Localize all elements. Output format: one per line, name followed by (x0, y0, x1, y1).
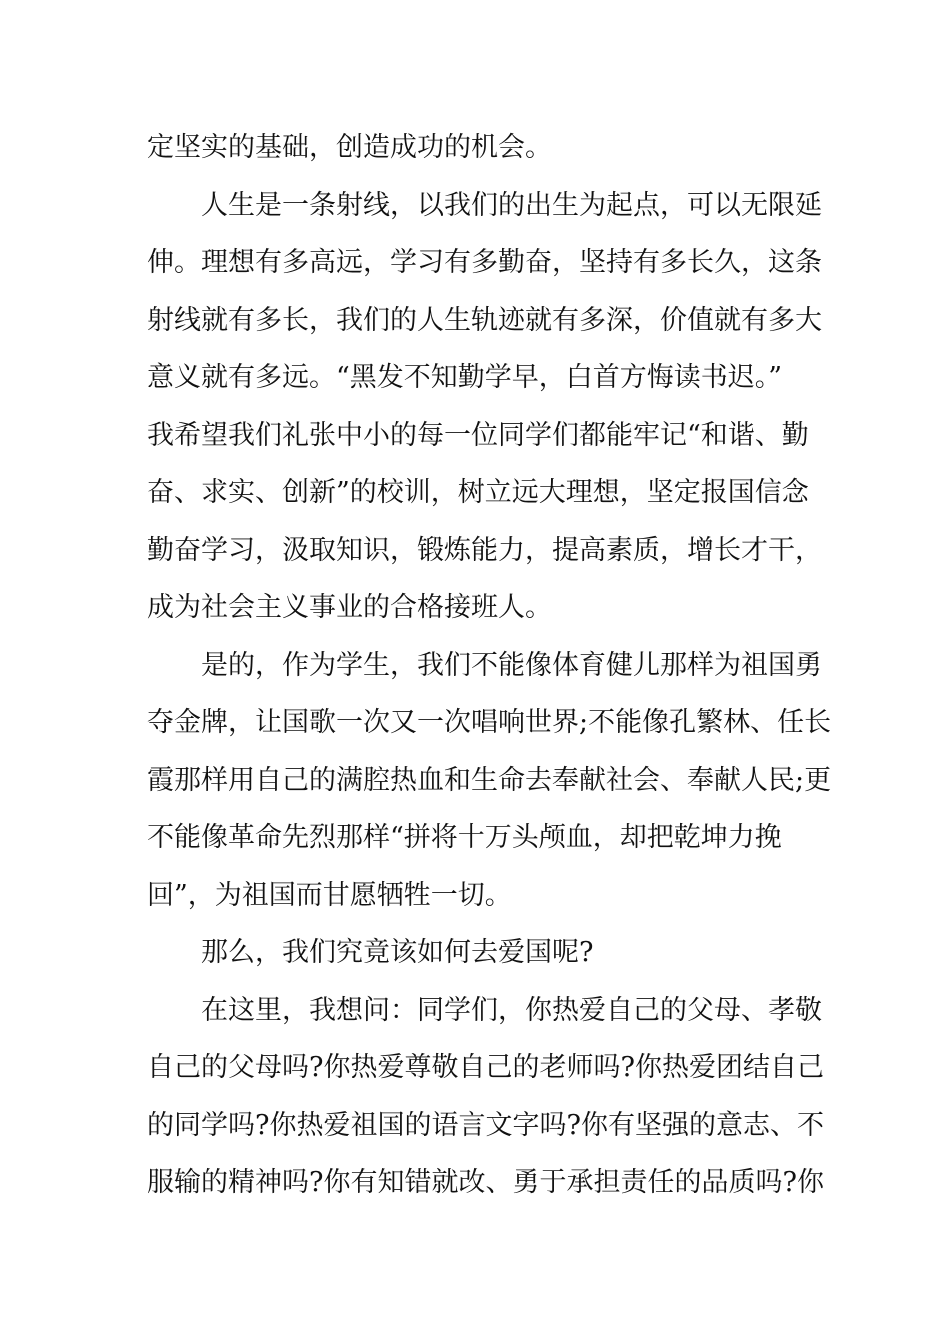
text-line: 人生是一条射线，以我们的出生为起点，可以无限延 (201, 189, 822, 221)
paragraph-1 (147, 119, 807, 177)
text-line: 定坚实的基础，创造成功的机会。 (147, 132, 552, 163)
text-line: 回”，为祖国而甘愿牺牲一切。 (147, 879, 512, 911)
text-line: 是的，作为学生，我们不能像体育健儿那样为祖国勇 (201, 649, 822, 681)
text-line: 霞那样用自己的满腔热血和生命去奉献社会、奉献人民;更 (147, 764, 832, 796)
text-line: 自己的父母吗?你热爱尊敬自己的老师吗?你热爱团结自己 (147, 1052, 824, 1083)
text-line: 奋、求实、创新”的校训，树立远大理想，坚定报国信念 (147, 477, 809, 508)
text-line: 的同学吗?你热爱祖国的语言文字吗?你有坚强的意志、不 (147, 1109, 824, 1141)
text-line: 不能像革命先烈那样“拼将十万头颅血，却把乾坤力挽 (147, 822, 782, 853)
paragraph-4 (147, 924, 807, 982)
paragraph-3 (147, 637, 832, 925)
text-line: 意义就有多远。“黑发不知勤学早，白首方悔读书迟。” (147, 362, 783, 393)
text-line: 在这里，我想问：同学们，你热爱自己的父母、孝敬 (201, 994, 822, 1026)
paragraph-5 (147, 982, 824, 1212)
text-line: 夺金牌，让国歌一次又一次唱响世界;不能像孔繁林、任长 (147, 707, 832, 738)
text-line: 射线就有多长，我们的人生轨迹就有多深，价值就有多大 (147, 304, 822, 336)
text-line: 服输的精神吗?你有知错就改、勇于承担责任的品质吗?你 (147, 1167, 824, 1198)
text-line: 勤奋学习，汲取知识，锻炼能力，提高素质，增长才干， (147, 534, 822, 566)
text-line: 伸。理想有多高远，学习有多勤奋，坚持有多长久，这条 (147, 247, 822, 278)
paragraph-2 (147, 177, 822, 637)
text-line: 我希望我们礼张中小的每一位同学们都能牢记“和谐、勤 (147, 419, 809, 451)
body-text (147, 119, 832, 1212)
text-line: 成为社会主义事业的合格接班人。 (147, 592, 552, 623)
text-line: 那么，我们究竟该如何去爱国呢? (201, 937, 594, 968)
